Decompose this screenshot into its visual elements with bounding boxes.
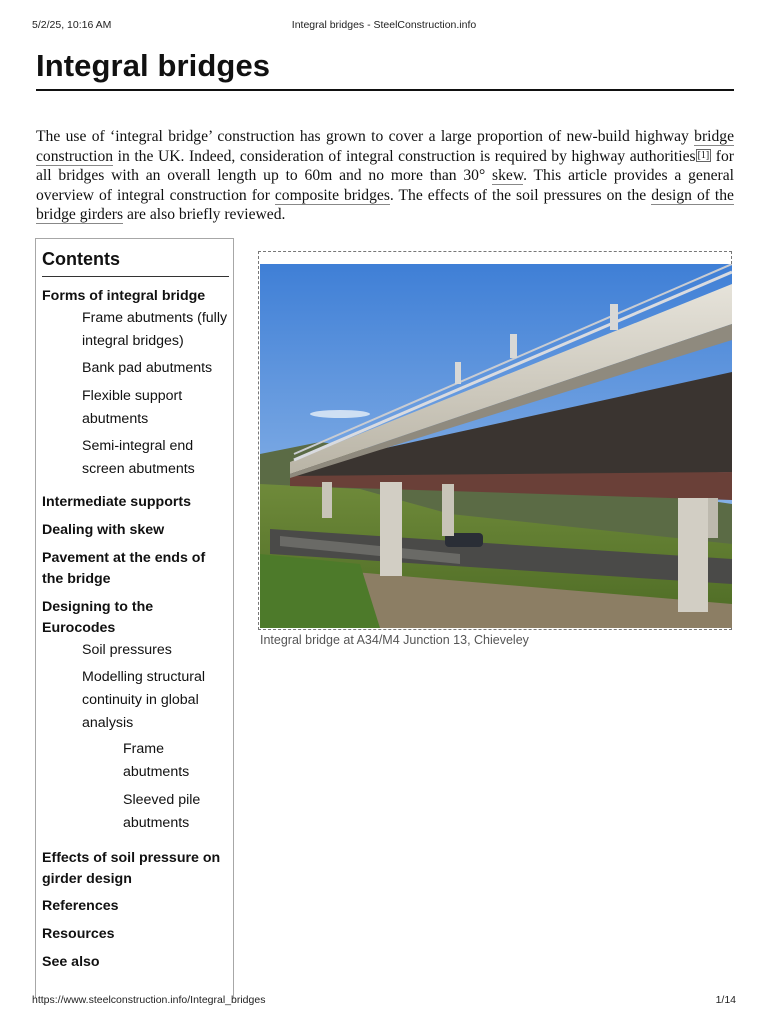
- toc-item-references[interactable]: References: [42, 898, 119, 914]
- toc-item-resources[interactable]: Resources: [42, 926, 115, 942]
- toc-item-modelling-structural-continuity[interactable]: Modelling structural continuity in global analysis: [82, 669, 206, 731]
- link-bridge-construction[interactable]: bridge construction: [36, 128, 734, 165]
- toc-item-flexible-support-abutments[interactable]: Flexible support abutments: [82, 388, 183, 427]
- toc-item-designing-eurocodes[interactable]: Designing to the Eurocodes: [42, 599, 154, 636]
- toc-item-frame-abutments[interactable]: Frame abutments: [123, 741, 190, 780]
- toc-item-sleeved-pile-abutments[interactable]: Sleeved pile abutments: [123, 792, 201, 831]
- page-title: Integral bridges: [36, 48, 271, 83]
- toc-item-soil-pressures[interactable]: Soil pressures: [82, 642, 172, 658]
- toc-item-see-also[interactable]: See also: [42, 954, 100, 970]
- toc-item-dealing-with-skew[interactable]: Dealing with skew: [42, 522, 165, 538]
- intro-text-2: in the UK. Indeed, consideration of integral construction is required by highway authorities: [113, 147, 696, 165]
- link-composite-bridges[interactable]: composite bridges: [274, 186, 390, 204]
- toc-item-bank-pad-abutments[interactable]: Bank pad abutments: [82, 360, 213, 376]
- page-number: 1/14: [715, 994, 736, 1006]
- toc-item-pavement-ends[interactable]: Pavement at the ends of the bridge: [42, 550, 206, 587]
- toc-divider: [42, 276, 229, 277]
- intro-text-3: for all bridges with an overall length up to 60m and no more than 30°: [36, 147, 734, 184]
- print-doc-title: Integral bridges - SteelConstruction.info: [291, 19, 477, 31]
- print-url: https://www.steelconstruction.info/Integral_bridges: [32, 994, 266, 1006]
- figure-caption: Integral bridge at A34/M4 Junction 13, Chieveley: [260, 633, 529, 647]
- intro-paragraph: [36, 127, 734, 225]
- toc-item-semi-integral-end-screen[interactable]: Semi-integral end screen abutments: [82, 438, 195, 477]
- intro-text-4: . This article provides a general overview of integral construction for: [36, 167, 735, 204]
- title-divider: [36, 89, 734, 91]
- print-footer: [0, 994, 768, 1008]
- toc-item-effects-soil-pressure[interactable]: Effects of soil pressure on girder design: [42, 850, 221, 887]
- toc-title: Contents: [42, 249, 120, 269]
- intro-text-5: . The effects of the soil pressures on the: [389, 186, 652, 204]
- toc-item-intermediate-supports[interactable]: Intermediate supports: [42, 494, 191, 510]
- figure-frame: [258, 251, 732, 630]
- bridge-photo[interactable]: [260, 264, 732, 628]
- print-date: 5/2/25, 10:16 AM: [32, 19, 112, 31]
- link-skew[interactable]: skew: [492, 167, 524, 184]
- table-of-contents: [35, 238, 234, 998]
- reference-1-link[interactable]: [1]: [697, 149, 710, 161]
- link-design-bridge-girders[interactable]: design of the bridge girders: [36, 186, 734, 223]
- intro-text-6: are also briefly reviewed.: [123, 206, 286, 223]
- intro-text-1: The use of ‘integral bridge’ construction has grown to cover a large proportion of new-build highway: [36, 128, 695, 145]
- toc-item-frame-abutments-fully-integral[interactable]: Frame abutments (fully integral bridges): [82, 310, 228, 349]
- toc-item-forms-of-integral-bridge[interactable]: Forms of integral bridge: [42, 288, 206, 304]
- print-header: [0, 19, 768, 33]
